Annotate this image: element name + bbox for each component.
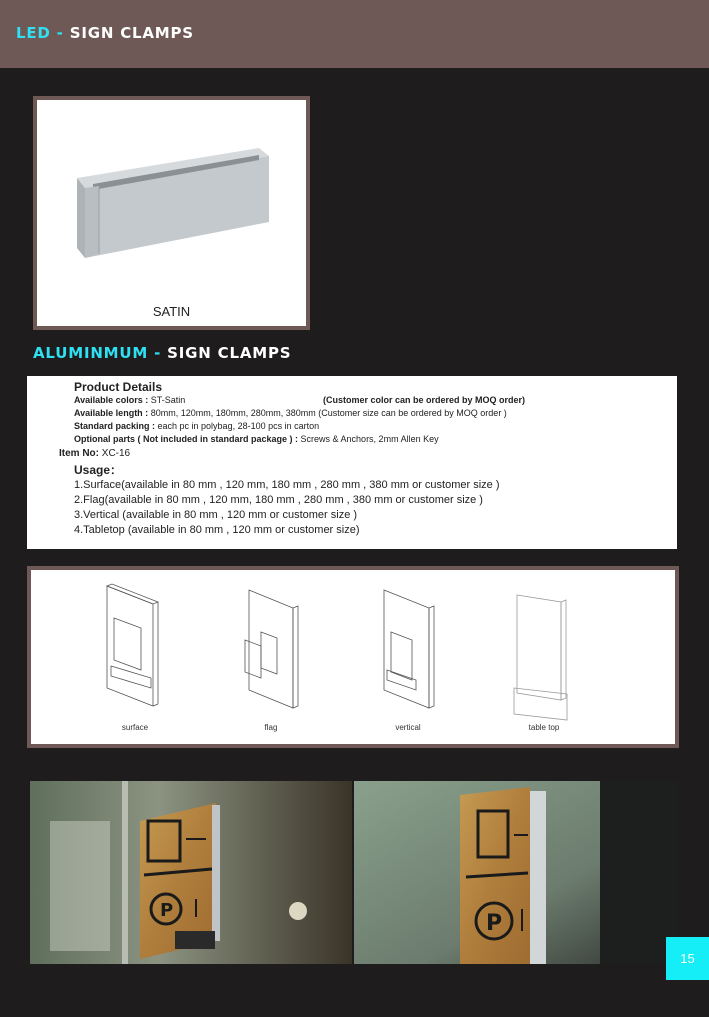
details-heading: Product Details [74,380,163,394]
product-details [27,376,677,549]
mounting-diagrams-frame [27,566,679,748]
colors-line [74,395,185,405]
optional-label: Optional parts ( Not included in standard package ) : [74,434,299,444]
page-header [0,0,709,68]
section-accent: ALUMINMUM - [33,344,162,362]
flag-diagram [245,590,298,708]
packing-label: Standard packing : [74,421,156,431]
diagram-label-flag: flag [264,723,278,732]
product-photo [37,100,306,326]
length-line [74,408,507,418]
mounting-diagrams [31,570,675,744]
photo-left [30,781,352,964]
section-title-text: SIGN CLAMPS [161,344,292,362]
usage-item: 3.Vertical (available in 80 mm , 120 mm or customer size ) [74,509,358,521]
item-value: XC-16 [99,448,131,459]
mounting-diagram-drawings [31,570,675,744]
optional-value: Screws & Anchors, 2mm Allen Key [298,434,439,444]
sign-clamp-illustration [37,100,306,326]
table-top-diagram [514,595,567,720]
header-title [16,24,194,42]
vertical-diagram [384,590,434,708]
page-number: 15 [666,937,709,980]
svg-text:P: P [160,900,174,921]
usage-heading: Usage： [74,463,123,477]
svg-text:P: P [486,911,503,936]
packing-value: each pc in polybag, 28-100 pcs in carton [155,421,320,431]
item-number [59,448,130,459]
packing-line [74,421,319,431]
diagram-label-vertical: vertical [395,723,421,732]
usage-item: 4.Tabletop (available in 80 mm , 120 mm or customer size) [74,524,360,536]
colors-label: Available colors : [74,395,149,405]
item-label: Item No: [59,448,99,459]
length-value: 80mm, 120mm, 180mm, 280mm, 380mm (Customer size can be ordered by MOQ order ) [148,408,507,418]
installation-photo-strip [30,781,678,964]
usage-item: 1.Surface(available in 80 mm , 120 mm, 180 mm , 280 mm , 380 mm or customer size ) [74,479,500,491]
colors-value: ST-Satin [148,395,186,405]
optional-line [74,434,439,444]
finish-label: SATIN [152,304,191,319]
diagram-label-table-top: table top [528,723,560,732]
surface-diagram [107,584,158,706]
section-title [33,344,291,362]
header-accent: LED - [16,24,64,42]
usage-item: 2.Flag(available in 80 mm , 120 mm, 180 mm , 280 mm , 380 mm or customer size ) [74,494,483,506]
installation-photos [30,781,678,964]
product-photo-frame [33,96,310,330]
photo-right [354,781,678,964]
diagram-label-surface: surface [121,723,149,732]
header-title-text: SIGN CLAMPS [63,24,194,42]
colors-note: (Customer color can be ordered by MOQ order) [323,395,526,405]
length-label: Available length : [74,408,149,418]
